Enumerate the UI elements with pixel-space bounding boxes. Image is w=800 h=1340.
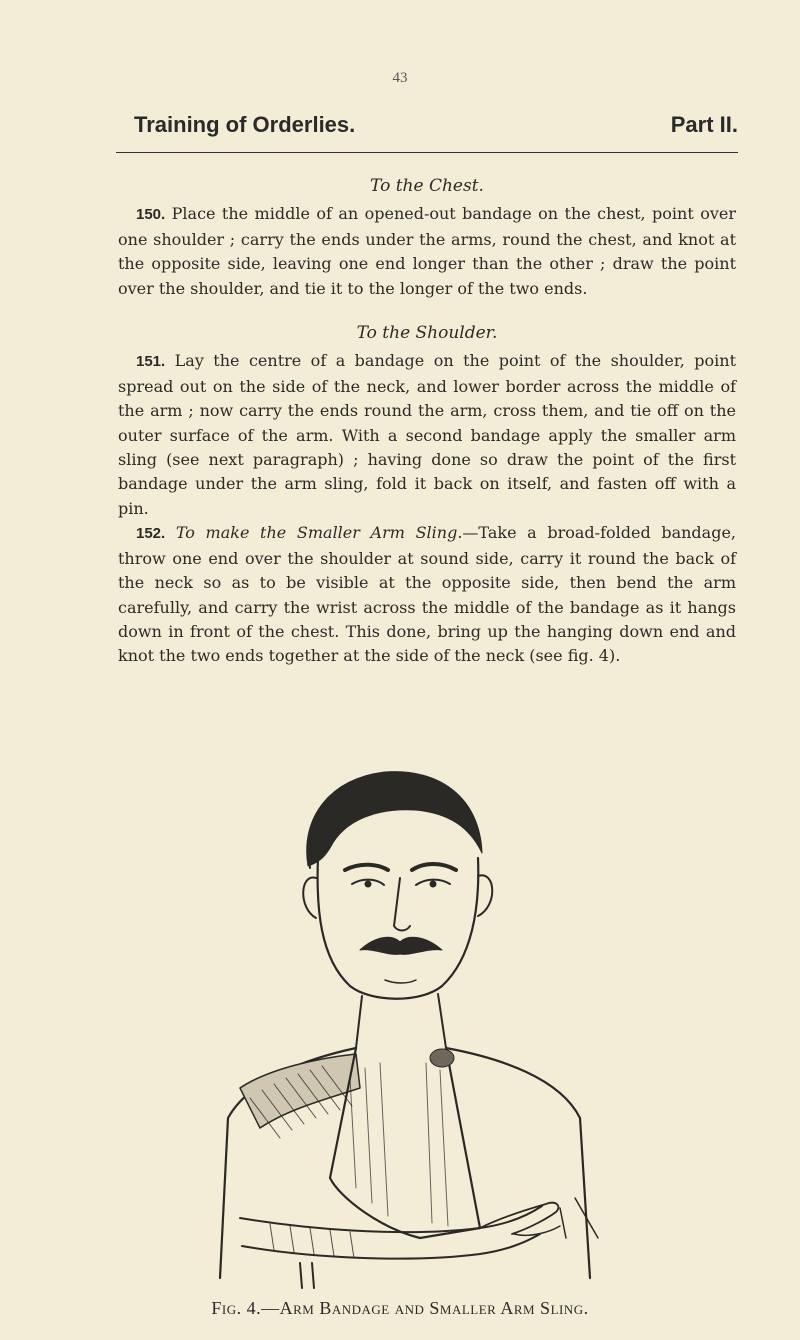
running-title: Training of Orderlies. (134, 112, 356, 137)
section-heading-chest: To the Chest. (370, 176, 484, 196)
hair (307, 772, 482, 866)
neck (356, 996, 362, 1048)
section-heading-shoulder: To the Shoulder. (356, 323, 498, 344)
ear-right (478, 875, 492, 916)
paragraph-text: Place the middle of an opened-out bandage on the chest, point over one shoulder ; carry the ends under the arms, round the chest, and knot at the opposite side, leaving one end longer than the other ; draw the point over the shoulder, and tie it to the longer of the two ends. (118, 204, 736, 298)
header-rule (116, 152, 738, 153)
paragraph-151 (118, 349, 736, 521)
moustache (360, 937, 442, 954)
paragraph-text: Lay the centre of a bandage on the point of the shoulder, point spread out on the side of the neck, and lower border across the middle of the arm ; now carry the ends round the arm, cross them, and tie off on the outer surface of the arm. With a second bandage apply the smaller arm sling (see next paragraph) ; having done so draw the point of the first bandage under the arm sling, fold it back on itself, and fasten off with a pin. (118, 351, 736, 518)
paragraph-italic-lead: To make the Smaller Arm Sling. (175, 523, 463, 543)
text-block (118, 168, 736, 669)
ear-left (303, 878, 316, 918)
paragraph-number: 152. (136, 525, 166, 543)
page-number: 43 (392, 70, 408, 86)
figure-4 (180, 758, 640, 1293)
paragraph-152 (118, 521, 736, 668)
paragraph-number: 150. (136, 206, 166, 224)
paragraph-text: —Take a broad-folded bandage, throw one end over the shoulder at sound side, carry it round the back of the neck so as to be visible at the opposite side, then bend the arm carefully, and carry the wrist across the middle of the bandage as it hangs down in front of the chest. This done, bring up the hanging down end and knot the two ends together at the side of the neck (see fig. 4). (118, 523, 736, 666)
illustration-arm-sling (180, 758, 640, 1293)
part-label: Part II. (670, 112, 738, 137)
paragraph-150 (118, 202, 736, 301)
sling-knot (430, 1049, 454, 1067)
running-head (116, 112, 738, 138)
face (318, 858, 479, 999)
paragraph-number: 151. (136, 353, 166, 371)
figure-caption: Fig. 4.—Arm Bandage and Smaller Arm Sling. (211, 1298, 589, 1318)
